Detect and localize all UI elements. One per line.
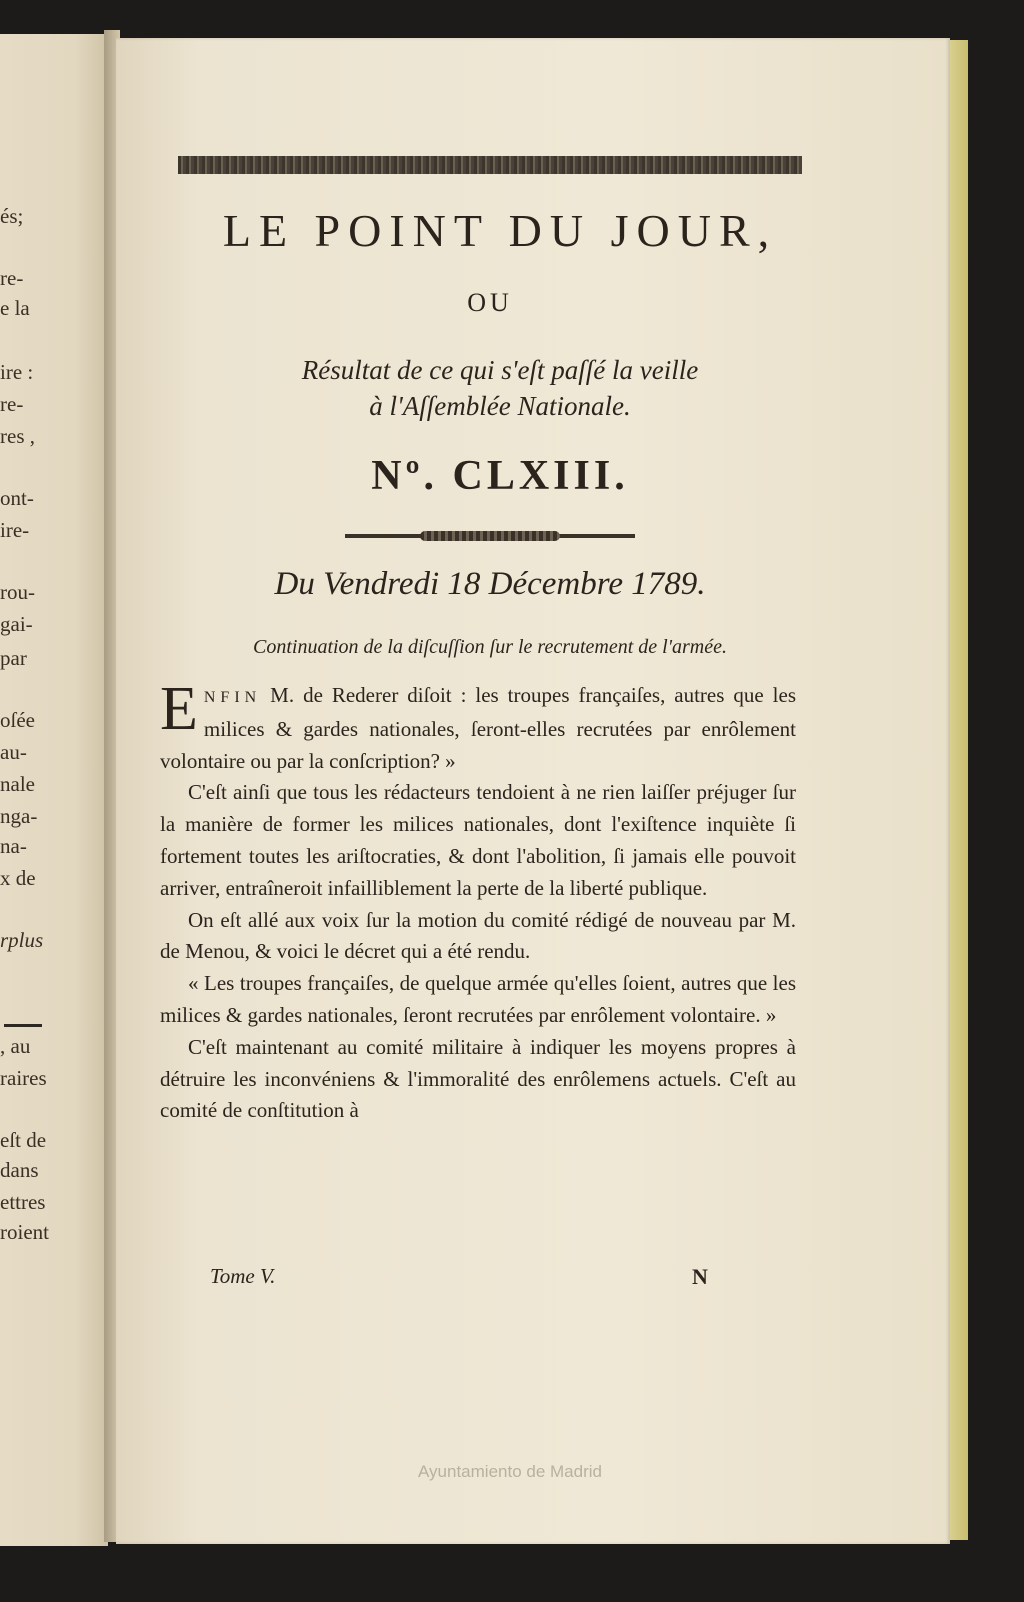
- left-page-fragment: oſée: [0, 708, 35, 732]
- issue-date: Du Vendredi 18 Décembre 1789.: [274, 566, 706, 602]
- left-page-fragment: ettres: [0, 1190, 46, 1214]
- paragraph-2: C'eſt ainſi que tous les rédacteurs tendoient à ne rien laiſſer préjuger ſur la manière de former les milices nationales, dont l'exiſtence inquiète ſi fortement toutes les ariſtocraties, & dont l'abolition, ſi jamais elle pouvoit arriver, entraîneroit infailliblement la perte de la liberté publique.: [160, 780, 796, 900]
- left-page-fragment: rplus: [0, 928, 44, 952]
- article-body: [160, 675, 796, 1127]
- volume-label: Tome V.: [210, 1264, 276, 1288]
- left-page-fragment: res ,: [0, 424, 35, 448]
- left-page-fragment: ont-: [0, 486, 34, 510]
- signature-mark: N: [692, 1264, 708, 1289]
- left-page-fragment: rou-: [0, 580, 35, 604]
- issue-number: Nº. CLXIII.: [371, 453, 629, 499]
- paragraph-1-text: M. de Rederer diſoit : les troupes françaiſes, autres que les milices & gardes nationales, ſeront-elles recrutées par enrôlement volontaire ou par la conſcription? »: [160, 683, 796, 773]
- left-page-fragment: és;: [0, 204, 24, 228]
- title-conjunction: OU: [467, 288, 513, 317]
- left-page-fragment: nale: [0, 772, 35, 796]
- left-page-fragment: re-: [0, 266, 24, 290]
- subtitle-line-1: Résultat de ce qui s'eſt paſſé la veille: [301, 355, 699, 385]
- left-page-fragment: au-: [0, 740, 27, 764]
- paragraph-5: C'eſt maintenant au comité militaire à indiquer les moyens propres à détruire les inconvéniens & l'immoralité des enrôlemens actuels. C'eſt au comité de conſtitution à: [160, 1034, 796, 1123]
- left-page-fragment: gai-: [0, 612, 33, 636]
- paragraph-3: On eſt allé aux voix ſur la motion du comité rédigé de nouveau par M. de Menou, & voici le décret qui a été rendu.: [160, 907, 796, 964]
- opening-word: NFIN: [203, 689, 262, 706]
- left-page-fragment: ire :: [0, 360, 34, 384]
- drop-cap: E: [160, 675, 198, 743]
- left-page-fragment: re-: [0, 392, 24, 416]
- middle-rule-ornament: [420, 531, 560, 541]
- paragraph-1: [160, 675, 796, 777]
- watermark: Ayuntamiento de Madrid: [418, 1462, 602, 1481]
- left-page-fragment: eſt de: [0, 1128, 47, 1152]
- page-title: LE POINT DU JOUR,: [222, 205, 778, 256]
- left-page-fragment: na-: [0, 834, 27, 858]
- subtitle-line-2: à l'Aſſemblée Nationale.: [369, 391, 631, 421]
- left-page-fragment: , au: [0, 1034, 31, 1058]
- left-page-fragment: x de: [0, 866, 36, 890]
- top-ornament-rule: [178, 156, 802, 174]
- left-page-fragment: e la: [0, 296, 30, 320]
- section-heading: Continuation de la diſcuſſion ſur le recrutement de l'armée.: [252, 636, 727, 658]
- subtitle: [170, 352, 830, 424]
- left-page-fragment: roient: [0, 1220, 49, 1244]
- paragraph-4: « Les troupes françaiſes, de quelque armée qu'elles ſoient, autres que les milices & gardes nationales, ſeront recrutées par enrôlement volontaire. »: [160, 971, 796, 1027]
- left-page-fragment: dans: [0, 1158, 39, 1182]
- left-page-fragment: ire-: [0, 518, 30, 542]
- left-page-fragment: par: [0, 646, 27, 670]
- left-page-fragment: nga-: [0, 804, 38, 828]
- left-page-fragment: raires: [0, 1066, 47, 1090]
